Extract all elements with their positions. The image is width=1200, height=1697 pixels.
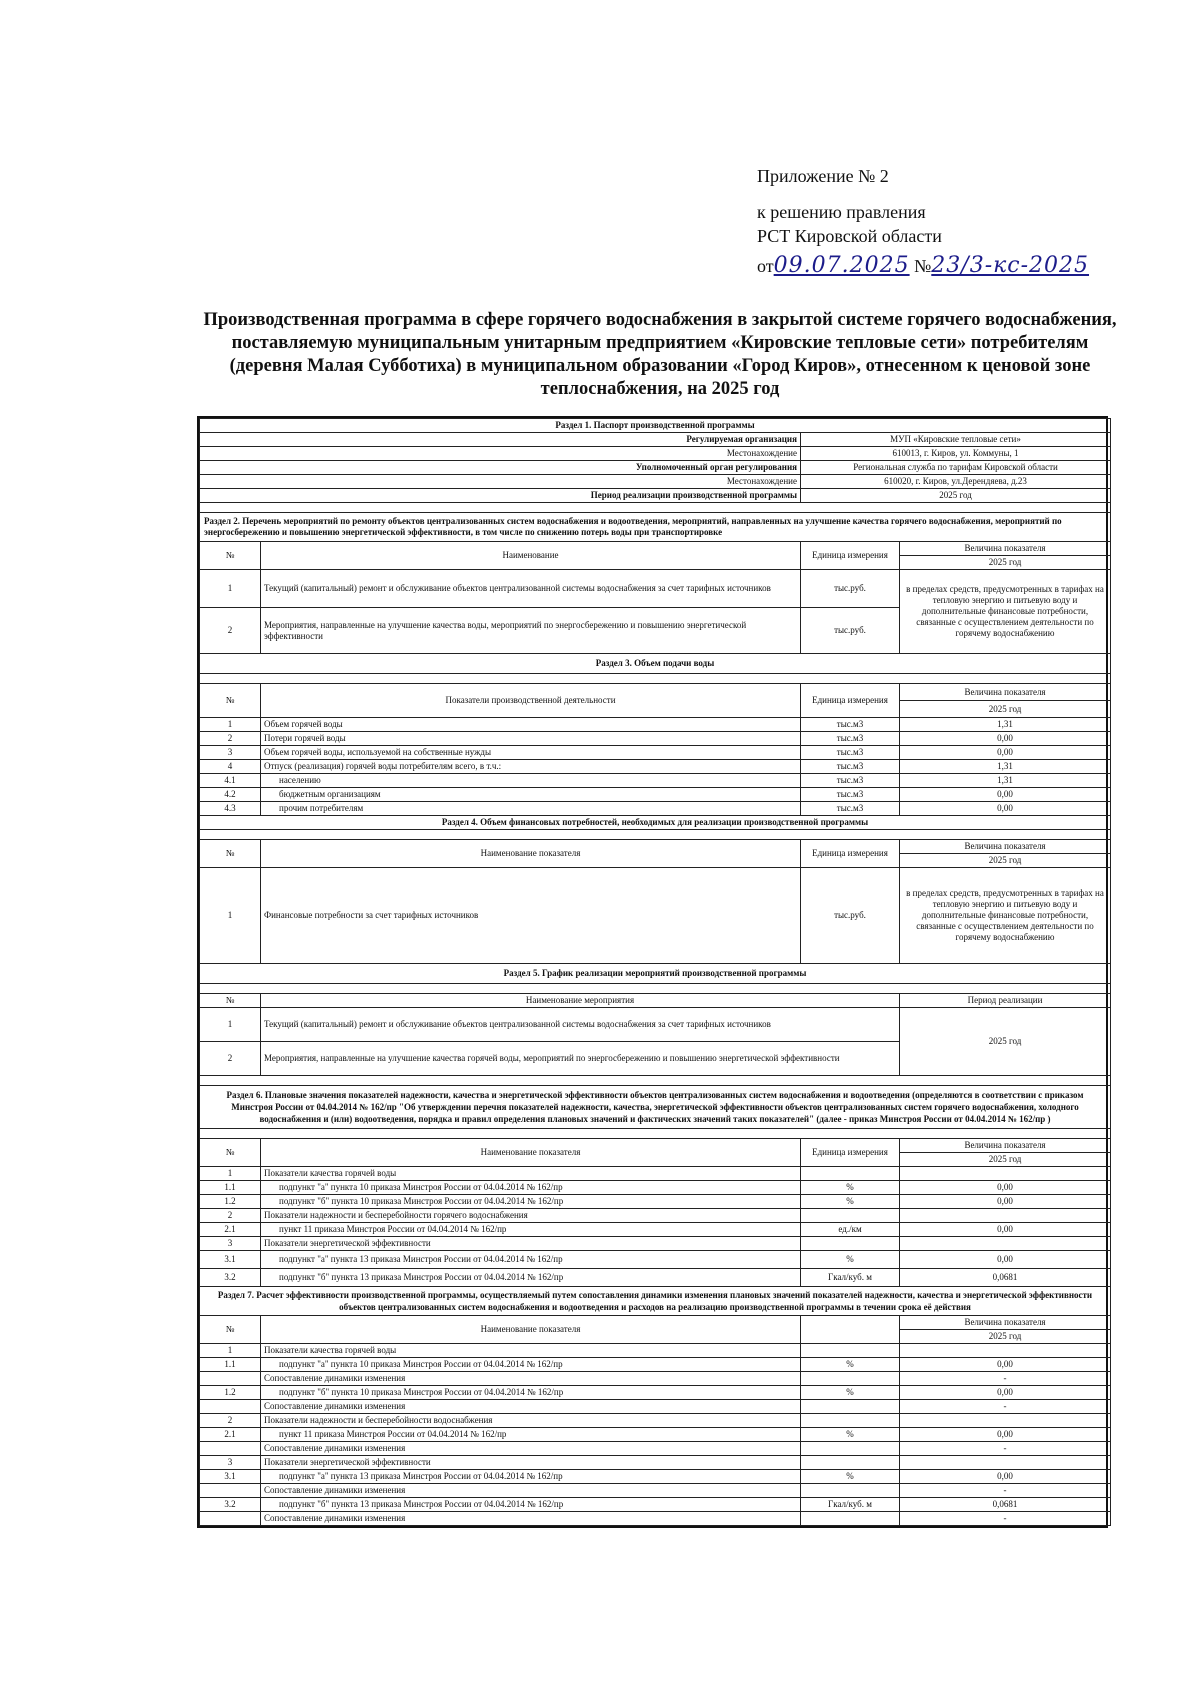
passport-value: 610013, г. Киров, ул. Коммуны, 1: [801, 447, 1111, 461]
row-value: -: [900, 1372, 1111, 1386]
col-number-header: №: [200, 684, 261, 718]
row-number: 3: [200, 746, 261, 760]
row-number: [200, 1512, 261, 1526]
table-row: [200, 1237, 1111, 1251]
header-row: [200, 542, 1111, 556]
row-number: [200, 1442, 261, 1456]
table-row: [200, 570, 1111, 608]
table-row: [200, 1372, 1111, 1386]
col-name-header: Наименование мероприятия: [261, 994, 900, 1008]
row-number: 1: [200, 1344, 261, 1358]
row-unit: %: [801, 1386, 900, 1400]
row-number: 1: [200, 1167, 261, 1181]
section-6-title: Раздел 6. Плановые значения показателей надежности, качества и энергетической эффективности объектов централизованных систем водоснабжения и водоотведения (определяются в соответствии с приказом Минстроя России от 04.04.2014 № 162/пр "Об утверждении перечня показателей надежности, качества, энергетической эффективности объектов централизованных систем горячего водоснабжения, холодного водоснабжения и (или) водоотведения, порядка и правил определения плановых значений и фактических значений таких показателей" (далее - приказ Минстроя России от 04.04.2014 № 162/пр ): [200, 1086, 1111, 1129]
row-unit: [801, 1414, 900, 1428]
row-number: 2: [200, 1209, 261, 1223]
program-table: [197, 416, 1108, 1528]
table-row: [200, 1484, 1111, 1498]
row-name: подпункт "б" пункта 10 приказа Минстроя России от 04.04.2014 № 162/пр: [261, 1195, 801, 1209]
row-name: Показатели надежности и бесперебойности водоснабжения: [261, 1414, 801, 1428]
table-row: [200, 760, 1111, 774]
row-unit: %: [801, 1358, 900, 1372]
number-prefix: №: [914, 256, 932, 276]
title-line: Производственная программа в сфере горячего водоснабжения в закрытой системе горячего водоснабжения,: [203, 310, 1117, 330]
col-unit-header: Единица измерения: [801, 1139, 900, 1167]
passport-value: 2025 год: [801, 489, 1111, 503]
row-number: 1.1: [200, 1181, 261, 1195]
row-number: 2.1: [200, 1428, 261, 1442]
row-value: [900, 1456, 1111, 1470]
handwritten-date: 09.07.2025: [773, 253, 910, 278]
table-row: [200, 1209, 1111, 1223]
row-unit: тыс.м3: [801, 746, 900, 760]
col-unit-header: Единица измерения: [801, 542, 900, 570]
col-name-header: Наименование: [261, 542, 801, 570]
passport-value: МУП «Кировские тепловые сети»: [801, 433, 1111, 447]
row-value: -: [900, 1512, 1111, 1526]
col-name-header: Наименование показателя: [261, 1316, 801, 1344]
table-row: [200, 1195, 1111, 1209]
col-name-header: Наименование показателя: [261, 1139, 801, 1167]
row-number: 3.1: [200, 1470, 261, 1484]
row-number: 2: [200, 1042, 261, 1076]
row-number: 1: [200, 570, 261, 608]
row-unit: тыс.руб.: [801, 868, 900, 964]
header-row: [200, 994, 1111, 1008]
section-1-title-row: [200, 419, 1111, 433]
passport-row: [200, 433, 1111, 447]
row-unit: тыс.руб.: [801, 570, 900, 608]
row-value: [900, 1167, 1111, 1181]
row-name: Показатели качества горячей воды: [261, 1344, 801, 1358]
row-name: подпункт "а" пункта 10 приказа Минстроя России от 04.04.2014 № 162/пр: [261, 1358, 801, 1372]
row-value: 0,00: [900, 1181, 1111, 1195]
row-unit: тыс.м3: [801, 718, 900, 732]
passport-label: Местонахождение: [200, 447, 801, 461]
table-row: [200, 1442, 1111, 1456]
table-row: [200, 732, 1111, 746]
col-year-header: 2025 год: [900, 1330, 1111, 1344]
passport-row: [200, 489, 1111, 503]
row-name: пункт 11 приказа Минстроя России от 04.04.2014 № 162/пр: [261, 1223, 801, 1237]
table-row: [200, 1456, 1111, 1470]
row-name: Сопоставление динамики изменения: [261, 1484, 801, 1498]
row-name: Показатели энергетической эффективности: [261, 1456, 801, 1470]
handwritten-number: 23/3-кс-2025: [931, 253, 1090, 278]
row-value: 0,00: [900, 1223, 1111, 1237]
passport-value: 610020, г. Киров, ул.Дерендяева, д.23: [801, 475, 1111, 489]
row-unit: %: [801, 1251, 900, 1269]
header-row: [200, 1139, 1111, 1153]
row-value: 0,00: [900, 1428, 1111, 1442]
row-number: 1: [200, 868, 261, 964]
row-value: -: [900, 1442, 1111, 1456]
section-7-title: Раздел 7. Расчет эффективности производственной программы, осуществляемый путем сопоставления динамики изменения плановых значений показателей надежности, качества и энергетической эффективности объектов централизованных систем водоснабжения и водоотведения и расходов на реализацию производственной программы в течении срока её действия: [200, 1287, 1111, 1316]
row-number: [200, 1372, 261, 1386]
row-unit: тыс.м3: [801, 760, 900, 774]
section-2-title: Раздел 2. Перечень мероприятий по ремонту объектов централизованных систем водоснабжения и водоотведения, мероприятий, направленных на улучшение качества горячего водоснабжения, мероприятий по энергосбережению и повышению энергетической эффективности, в том числе по снижению потерь воды при транспортировке: [200, 513, 1111, 542]
table-row: [200, 788, 1111, 802]
col-name-header: Показатели производственной деятельности: [261, 684, 801, 718]
row-number: 3: [200, 1456, 261, 1470]
passport-row: [200, 461, 1111, 475]
row-value: -: [900, 1400, 1111, 1414]
row-number: 4.2: [200, 788, 261, 802]
table-row: [200, 1181, 1111, 1195]
row-unit: %: [801, 1181, 900, 1195]
row-unit: [801, 1400, 900, 1414]
row-name: подпункт "б" пункта 10 приказа Минстроя России от 04.04.2014 № 162/пр: [261, 1386, 801, 1400]
row-value: [900, 1237, 1111, 1251]
row-name: Объем горячей воды: [261, 718, 801, 732]
row-value: 0,00: [900, 1358, 1111, 1372]
section-6-title-row: [200, 1086, 1111, 1129]
row-number: 4.3: [200, 802, 261, 816]
row-unit: [801, 1237, 900, 1251]
row-value: 0,00: [900, 732, 1111, 746]
row-number: 3.1: [200, 1251, 261, 1269]
table-row: [200, 802, 1111, 816]
row-value: 0,00: [900, 746, 1111, 760]
table-row: [200, 1167, 1111, 1181]
row-name: Сопоставление динамики изменения: [261, 1400, 801, 1414]
row-name: Отпуск (реализация) горячей воды потребителям всего, в т.ч.:: [261, 760, 801, 774]
row-value: 0,0681: [900, 1498, 1111, 1512]
row-name: Мероприятия, направленные на улучшение качества горячей воды, мероприятий по энергосбережению и повышению энергетической эффективности: [261, 1042, 900, 1076]
appendix-authority: РСТ Кировской области: [757, 226, 942, 246]
row-unit: %: [801, 1470, 900, 1484]
table-row: [200, 1386, 1111, 1400]
table-row: [200, 1269, 1111, 1287]
col-year-header: 2025 год: [900, 701, 1111, 718]
row-name: Мероприятия, направленные на улучшение качества воды, мероприятий по энергосбережению и повышению энергетической эффективности: [261, 608, 801, 654]
row-number: 4.1: [200, 774, 261, 788]
table-row: [200, 1498, 1111, 1512]
row-number: 4: [200, 760, 261, 774]
section-1-title: Раздел 1. Паспорт производственной программы: [200, 419, 1111, 433]
row-value: 0,00: [900, 1470, 1111, 1484]
section-4-title: Раздел 4. Объем финансовых потребностей, необходимых для реализации производственной программы: [200, 816, 1111, 830]
row-number: 1: [200, 718, 261, 732]
passport-label: Уполномоченный орган регулирования: [200, 461, 801, 475]
table-row: [200, 1414, 1111, 1428]
row-name: Финансовые потребности за счет тарифных источников: [261, 868, 801, 964]
row-unit: тыс.м3: [801, 732, 900, 746]
col-year-header: 2025 год: [900, 1153, 1111, 1167]
row-unit: [801, 1442, 900, 1456]
row-number: 1.2: [200, 1386, 261, 1400]
row-unit: Гкал/куб. м: [801, 1269, 900, 1287]
section-5-title: Раздел 5. График реализации мероприятий производственной программы: [200, 964, 1111, 984]
appendix-to-decision: к решению правления: [757, 202, 926, 222]
row-name: подпункт "б" пункта 13 приказа Минстроя России от 04.04.2014 № 162/пр: [261, 1498, 801, 1512]
row-name: Сопоставление динамики изменения: [261, 1372, 801, 1386]
col-number-header: №: [200, 1316, 261, 1344]
table-row: [200, 1358, 1111, 1372]
period-value: 2025 год: [900, 1008, 1111, 1076]
row-name: Текущий (капитальный) ремонт и обслуживание объектов централизованной системы водоснабжения за счет тарифных источников: [261, 570, 801, 608]
row-number: 2: [200, 732, 261, 746]
row-name: подпункт "б" пункта 13 приказа Минстроя России от 04.04.2014 № 162/пр: [261, 1269, 801, 1287]
header-row: [200, 1316, 1111, 1330]
row-number: 1.2: [200, 1195, 261, 1209]
table-row: [200, 1008, 1111, 1042]
document-title: [190, 309, 1130, 401]
header-row: [200, 684, 1111, 701]
appendix-header: [757, 164, 1157, 278]
row-unit: ед./км: [801, 1223, 900, 1237]
table-row: [200, 868, 1111, 964]
row-unit: %: [801, 1195, 900, 1209]
row-unit: тыс.м3: [801, 774, 900, 788]
col-period-header: Период реализации: [900, 994, 1111, 1008]
row-name: подпункт "а" пункта 13 приказа Минстроя России от 04.04.2014 № 162/пр: [261, 1251, 801, 1269]
row-unit: [801, 1456, 900, 1470]
passport-row: [200, 447, 1111, 461]
row-value: -: [900, 1484, 1111, 1498]
row-value: [900, 1209, 1111, 1223]
section-4-title-row: [200, 816, 1111, 830]
row-name: Текущий (капитальный) ремонт и обслуживание объектов централизованной системы водоснабжения за счет тарифных источников: [261, 1008, 900, 1042]
row-name: пункт 11 приказа Минстроя России от 04.04.2014 № 162/пр: [261, 1428, 801, 1442]
col-value-header: Величина показателя: [900, 1139, 1111, 1153]
col-year-header: 2025 год: [900, 556, 1111, 570]
row-number: 3: [200, 1237, 261, 1251]
row-name: Объем горячей воды, используемой на собственные нужды: [261, 746, 801, 760]
row-unit: [801, 1167, 900, 1181]
row-value: 0,00: [900, 1195, 1111, 1209]
row-value: 0,00: [900, 788, 1111, 802]
row-value: [900, 1414, 1111, 1428]
title-line: теплоснабжения, на 2025 год: [540, 379, 780, 399]
table-row: [200, 1223, 1111, 1237]
passport-label: Местонахождение: [200, 475, 801, 489]
row-name: прочим потребителям: [261, 802, 801, 816]
row-number: 2.1: [200, 1223, 261, 1237]
col-year-header: 2025 год: [900, 854, 1111, 868]
section-2-title-row: [200, 513, 1111, 542]
passport-label: Период реализации производственной программы: [200, 489, 801, 503]
col-number-header: №: [200, 840, 261, 868]
row-value: 0,00: [900, 1386, 1111, 1400]
row-number: [200, 1484, 261, 1498]
section-3-title: Раздел 3. Объем подачи воды: [200, 654, 1111, 674]
row-name: Показатели энергетической эффективности: [261, 1237, 801, 1251]
col-unit-header: [801, 1316, 900, 1344]
table-row: [200, 718, 1111, 732]
row-number: 1.1: [200, 1358, 261, 1372]
row-number: 1: [200, 1008, 261, 1042]
row-value: 1,31: [900, 718, 1111, 732]
row-name: Показатели качества горячей воды: [261, 1167, 801, 1181]
row-name: Сопоставление динамики изменения: [261, 1442, 801, 1456]
section-5-title-row: [200, 964, 1111, 984]
row-name: Потери горячей воды: [261, 732, 801, 746]
row-number: 2: [200, 1414, 261, 1428]
table-row: [200, 1344, 1111, 1358]
row-number: 2: [200, 608, 261, 654]
row-unit: [801, 1484, 900, 1498]
passport-value: Региональная служба по тарифам Кировской области: [801, 461, 1111, 475]
col-number-header: №: [200, 542, 261, 570]
row-unit: [801, 1344, 900, 1358]
row-value: 0,0681: [900, 1269, 1111, 1287]
table-row: [200, 1428, 1111, 1442]
tariff-note: в пределах средств, предусмотренных в тарифах на тепловую энергию и питьевую воду и дополнительные финансовые потребности, связанные с осуществлением деятельности по горячему водоснабжению: [900, 868, 1111, 964]
row-unit: тыс.м3: [801, 802, 900, 816]
header-row: [200, 840, 1111, 854]
table-row: [200, 1400, 1111, 1414]
col-value-header: Величина показателя: [900, 1316, 1111, 1330]
date-prefix: от: [757, 256, 774, 276]
col-number-header: №: [200, 1139, 261, 1167]
section-3-title-row: [200, 654, 1111, 674]
col-unit-header: Единица измерения: [801, 684, 900, 718]
col-name-header: Наименование показателя: [261, 840, 801, 868]
appendix-date-line: [757, 254, 1157, 278]
row-name: подпункт "а" пункта 13 приказа Минстроя России от 04.04.2014 № 162/пр: [261, 1470, 801, 1484]
row-number: [200, 1400, 261, 1414]
section-7-title-row: [200, 1287, 1111, 1316]
title-line: поставляемую муниципальным унитарным предприятием «Кировские тепловые сети» потребителям: [231, 333, 1089, 353]
row-value: 1,31: [900, 774, 1111, 788]
row-unit: [801, 1512, 900, 1526]
row-value: 1,31: [900, 760, 1111, 774]
passport-label: Регулируемая организация: [200, 433, 801, 447]
row-name: населению: [261, 774, 801, 788]
row-unit: [801, 1209, 900, 1223]
row-name: Сопоставление динамики изменения: [261, 1512, 801, 1526]
col-unit-header: Единица измерения: [801, 840, 900, 868]
table-row: [200, 1512, 1111, 1526]
col-value-header: Величина показателя: [900, 840, 1111, 854]
table-row: [200, 1470, 1111, 1484]
appendix-number: Приложение № 2: [757, 166, 889, 186]
passport-row: [200, 475, 1111, 489]
row-name: бюджетным организациям: [261, 788, 801, 802]
table-row: [200, 746, 1111, 760]
row-unit: Гкал/куб. м: [801, 1498, 900, 1512]
tariff-note: в пределах средств, предусмотренных в тарифах на тепловую энергию и питьевую воду и дополнительные финансовые потребности, связанные с осуществлением деятельности по горячему водоснабжению: [900, 570, 1111, 654]
row-value: 0,00: [900, 802, 1111, 816]
row-name: подпункт "а" пункта 10 приказа Минстроя России от 04.04.2014 № 162/пр: [261, 1181, 801, 1195]
row-value: [900, 1344, 1111, 1358]
row-unit: %: [801, 1428, 900, 1442]
row-number: 3.2: [200, 1498, 261, 1512]
title-line: (деревня Малая Субботиха) в муниципальном образовании «Город Киров», отнесенном к ценовой зоне: [229, 356, 1091, 376]
col-number-header: №: [200, 994, 261, 1008]
col-value-header: Величина показателя: [900, 684, 1111, 701]
col-value-header: Величина показателя: [900, 542, 1111, 556]
row-unit: [801, 1372, 900, 1386]
row-number: 3.2: [200, 1269, 261, 1287]
table-row: [200, 774, 1111, 788]
row-unit: тыс.м3: [801, 788, 900, 802]
table-row: [200, 1251, 1111, 1269]
row-unit: тыс.руб.: [801, 608, 900, 654]
row-value: 0,00: [900, 1251, 1111, 1269]
row-name: Показатели надежности и бесперебойности горячего водоснабжения: [261, 1209, 801, 1223]
